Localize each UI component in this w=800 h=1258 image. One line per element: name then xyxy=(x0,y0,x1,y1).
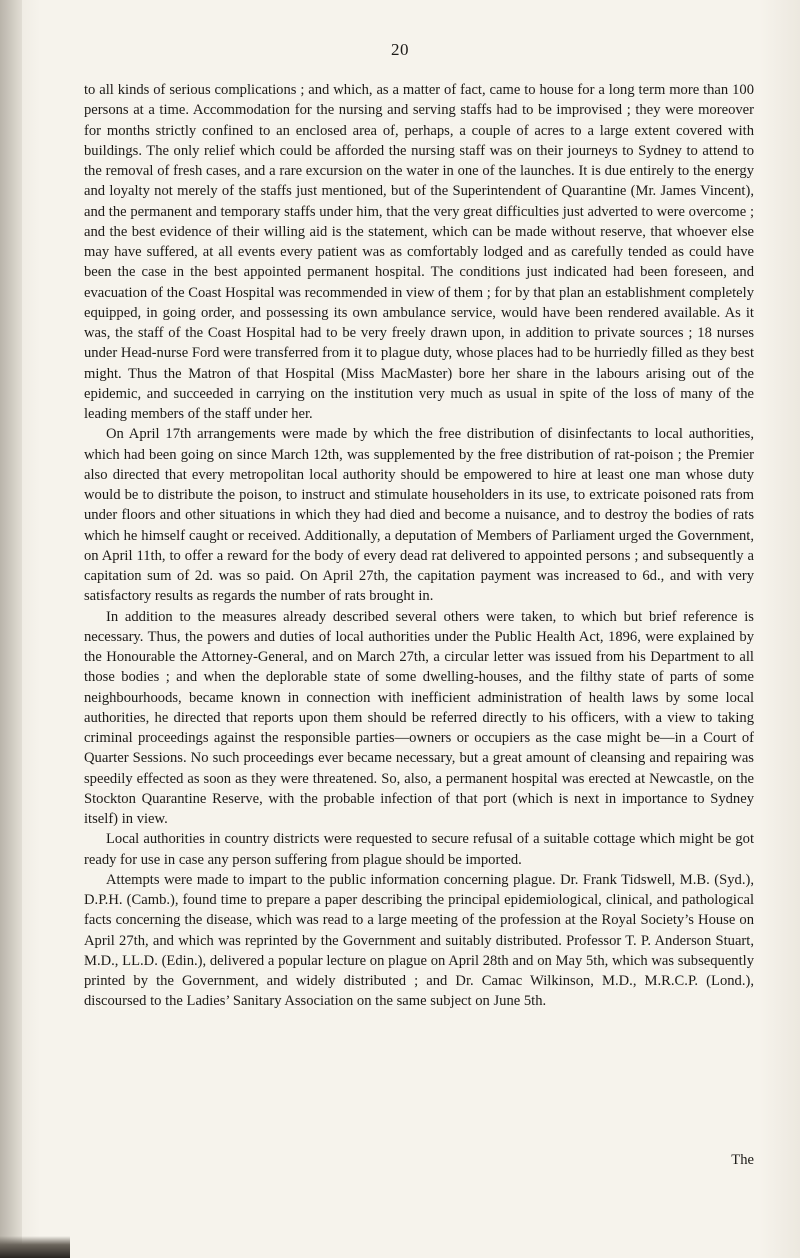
page-spine-shadow xyxy=(0,0,22,1258)
paragraph-2: On April 17th arrangements were made by which the free distribution of disinfectants to local authorities, which had been going on since March 12th, was supplemented by the free distribution of rat-poison ; the Premier also directed that every metropolitan local authority should be empowered to hire at least one man whose duty would be to distribute the poison, to instruct and stimulate householders in its use, to extricate poisoned rats from under floors and other situations in which they had died and become a nuisance, and to destroy the bodies of rats which he himself caught or received. Additionally, a deputation of Members of Parliament urged the Government, on April 11th, to offer a reward for the body of every dead rat delivered to appointed persons ; and subsequently a capitation sum of 2d. was so paid. On April 27th, the capitation payment was increased to 6d., and with very satisfactory results as regards the number of rats brought in. xyxy=(84,426,754,605)
catchword: The xyxy=(731,1152,754,1168)
paragraph-4: Local authorities in country districts were requested to secure refusal of a suitable cottage which might be got ready for use in case any person suffering from plague should be imported. xyxy=(84,831,754,868)
page-number: 20 xyxy=(391,40,409,59)
paragraph-1: to all kinds of serious complications ; and which, as a matter of fact, came to house for a long term more than 100 persons at a time. Accommodation for the nursing and serving staffs had to be improvised ; they were moreover for months strictly confined to an enclosed area of, perhaps, a couple of acres to a large extent covered with buildings. The only relief which could be afforded the nursing staff was on their journeys to Sydney to attend to the removal of fresh cases, and a rare excursion on the water in one of the launches. It is due entirely to the energy and loyalty not merely of the staffs just mentioned, but of the Superintendent of Quarantine (Mr. James Vincent), and the permanent and temporary staffs under him, that the very great difficulties just adverted to were overcome ; and the best evidence of their willing aid is the statement, which can be made without reserve, that whoever else may have suffered, at all events every patient was as comfortably lodged and as carefully tended as could have been the case in the best appointed permanent hospital. The conditions just indicated had been foreseen, and evacuation of the Coast Hospital was recommended in view of them ; for by that plan an establishment completely equipped, in going order, and possessing its own ambulance service, would have been rendered available. As it was, the staff of the Coast Hospital had to be very freely drawn upon, in addition to private sources ; 18 nurses under Head-nurse Ford were transferred from it to plague duty, whose places had to be hurriedly filled as they best might. Thus the Matron of that Hospital (Miss MacMaster) bore her share in the labours arising out of the epidemic, and succeeded in carrying on the institution very much as usual in spite of the loss of many of the leading members of the staff under her. xyxy=(84,82,754,422)
page-corner-shadow xyxy=(0,1236,70,1258)
body-text xyxy=(84,80,754,1012)
paragraph-5: Attempts were made to impart to the public information concerning plague. Dr. Frank Tidswell, M.B. (Syd.), D.P.H. (Camb.), found time to prepare a paper describing the principal epidemiological, clinical, and pathological facts concerning the disease, which was read to a large meeting of the profession at the Royal Society’s House on April 27th, and which was reprinted by the Government and suitably distributed. Professor T. P. Anderson Stuart, M.D., LL.D. (Edin.), delivered a popular lecture on plague on April 28th and on May 5th, which was subsequently printed by the Government, and widely distributed ; and Dr. Camac Wilkinson, M.D., M.R.C.P. (Lond.), discoursed to the Ladies’ Sanitary Association on the same subject on June 5th. xyxy=(84,871,754,1010)
paragraph-3: In addition to the measures already described several others were taken, to which but brief reference is necessary. Thus, the powers and duties of local authorities under the Public Health Act, 1896, were explained by the Honourable the Attorney-General, and on March 27th, a circular letter was issued from his Department to all those bodies ; and when the deplorable state of some dwelling-houses, and the filthy state of parts of some neighbourhoods, became known in connection with inefficient administration of health laws by some local authorities, he directed that reports upon them should be referred directly to his officers, with a view to taking criminal proceedings against the responsible parties—owners or occupiers as the case might be—in a Court of Quarter Sessions. No such proceedings ever became necessary, but a great amount of cleansing and repairing was speedily effected as soon as they were threatened. So, also, a permanent hospital was erected at Newcastle, on the Stockton Quarantine Reserve, with the probable infection of that port (which is next in importance to Sydney itself) in view. xyxy=(84,608,754,827)
